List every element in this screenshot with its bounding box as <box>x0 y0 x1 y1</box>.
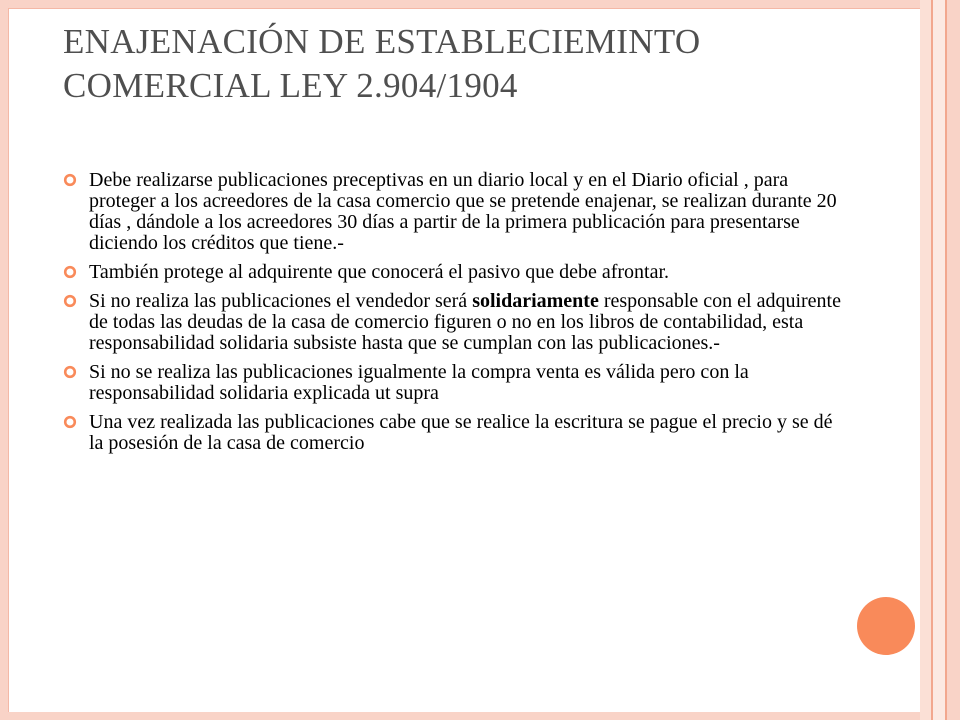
frame-top-line <box>8 8 930 9</box>
bullet-text: También protege al adquirente que conocerá el pasivo que debe afrontar. <box>89 261 670 283</box>
ring-bullet-icon <box>63 173 77 187</box>
bullet-item-3 <box>63 291 843 354</box>
decorative-circle <box>857 597 915 655</box>
bullet-text: Una vez realizada las publicaciones cabe que se realice la escritura se pague el precio y se dé la posesión de la casa de comercio <box>89 411 833 454</box>
ring-bullet-icon <box>63 294 77 308</box>
bullet-item-1 <box>63 170 843 254</box>
bullet-text-before: Si no realiza las publicaciones el vendedor será <box>89 290 473 312</box>
right-stripe-2 <box>933 0 945 720</box>
slide-title-line-2: COMERCIAL LEY 2.904/1904 <box>63 66 518 105</box>
bullet-item-4 <box>63 362 843 404</box>
slide-title <box>63 20 883 108</box>
bullet-text-after: responsable con el adquirente de todas las deudas de la casa de comercio figuren o no en los libros de contabilidad, esta responsabilidad solidaria subsiste hasta que se cumplan con las publicaciones.- <box>89 290 841 354</box>
ring-bullet-icon <box>63 265 77 279</box>
right-stripe-3 <box>947 0 960 720</box>
frame-bottom-border <box>0 712 930 720</box>
ring-bullet-icon <box>63 365 77 379</box>
frame-top-border <box>0 0 930 8</box>
bullet-item-2 <box>63 262 843 283</box>
slide-title-line-1: ENAJENACIÓN DE ESTABLECIEMINTO <box>63 22 701 61</box>
ring-bullet-icon <box>63 415 77 429</box>
frame-left-line <box>8 8 9 712</box>
bullet-bold-term: solidariamente <box>472 290 599 312</box>
bullet-item-5 <box>63 412 843 454</box>
bullet-text: Debe realizarse publicaciones preceptivas en un diario local y en el Diario oficial , para proteger a los acreedores de la casa comercio que se pretende enajenar, se realizan durante 20 días , dándole a los acreedores 30 días a partir de la primera publicación para presentarse diciendo los créditos que tiene.- <box>89 169 837 254</box>
bullet-list <box>63 170 843 462</box>
frame-left-border <box>0 0 8 720</box>
bullet-text: Si no se realiza las publicaciones igualmente la compra venta es válida pero con la responsabilidad solidaria explicada ut supra <box>89 361 749 404</box>
